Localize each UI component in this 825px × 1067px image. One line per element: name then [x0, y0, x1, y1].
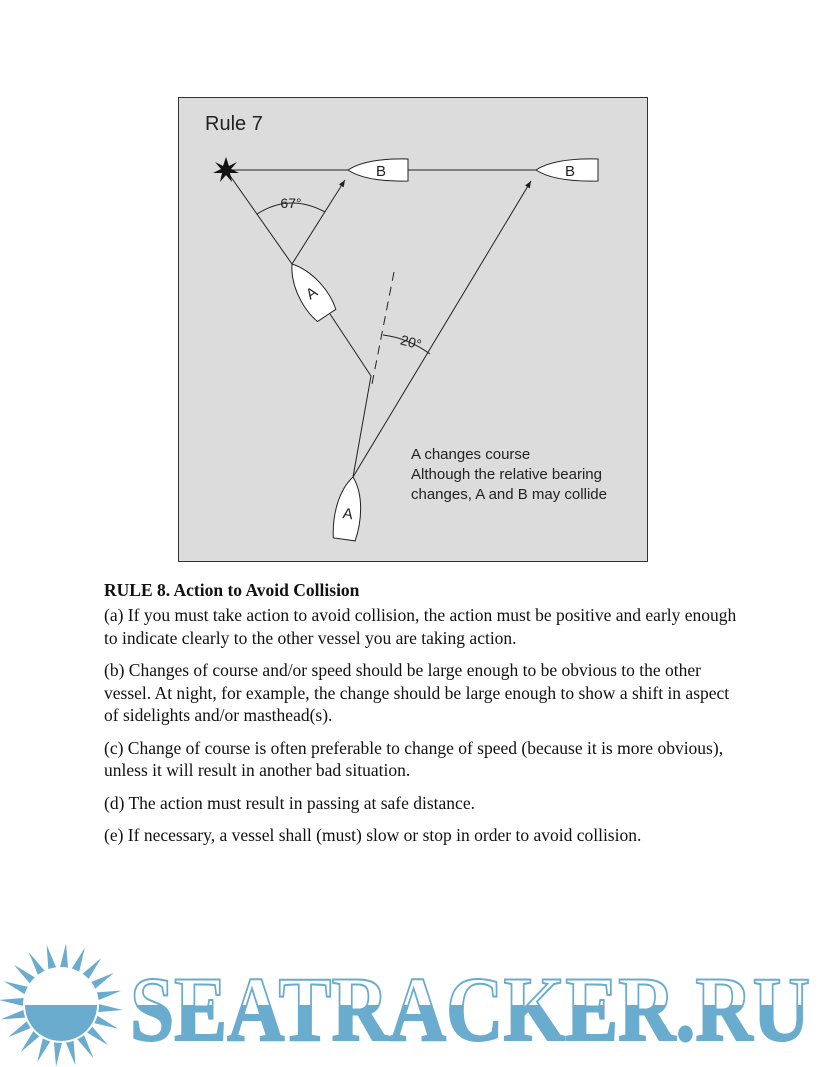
watermark-text: SEATRACKER.RU [130, 958, 810, 1060]
paragraph-e: (e) If necessary, a vessel shall (must) slow or stop in order to avoid collision. [104, 825, 642, 845]
sun-icon [0, 943, 123, 1067]
rule-7-diagram [178, 97, 648, 562]
svg-text:B: B [375, 163, 387, 180]
rule-8-section [104, 578, 744, 857]
diagram-title: Rule 7 [205, 113, 263, 135]
sun-ray [47, 945, 57, 972]
paragraph-b: (b) Changes of course and/or speed should be large enough to be obvious to the other vessel. At night, for example, the change should be large enough to show a shift in aspect of sidelights and/or masthead(s). [104, 660, 730, 725]
section-heading: RULE 8. Action to Avoid Collision [104, 580, 360, 600]
sun-ray [0, 998, 26, 1007]
angle-label-20: 20° [398, 331, 424, 353]
svg-text:B: B [564, 163, 576, 180]
svg-text:A: A [341, 505, 354, 524]
sun-ray [95, 991, 122, 1001]
sun-ray [1, 1009, 28, 1019]
angle-label-67: 67° [280, 195, 302, 211]
paragraph-c: (c) Change of course is often preferable to change of speed (because it is more obvious), unless it will result in another bad situation. [104, 737, 724, 780]
paragraph-d: (d) The action must result in passing at safe distance. [104, 792, 475, 813]
sun-ray [54, 1040, 63, 1067]
seatracker-watermark-logo [0, 940, 825, 1067]
svg-text:A changes course: A changes course [411, 446, 531, 463]
paragraph-a: (a) If you must take action to avoid collision, the action must be positive and early enough to indicate clearly to the other vessel you are taking action. [104, 605, 737, 648]
sun-ray [96, 1004, 123, 1013]
sun-ray [60, 943, 69, 970]
svg-text:A: A [302, 283, 321, 304]
svg-text:Although the relative bearing: Although the relative bearing [411, 466, 602, 483]
sun-ray [65, 1039, 75, 1066]
svg-text:changes, A and B may collide: changes, A and B may collide [411, 486, 607, 503]
